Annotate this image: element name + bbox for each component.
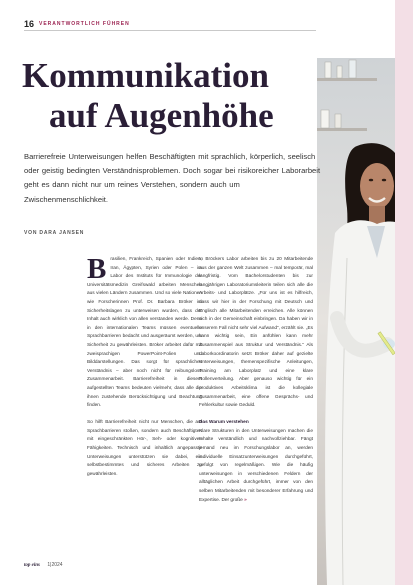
body-column-1 <box>87 253 202 488</box>
drop-cap: B <box>87 253 107 285</box>
header-rule <box>24 30 316 31</box>
page-number: 16 <box>24 19 35 29</box>
article-title <box>22 56 322 136</box>
lab-scientist-illustration <box>317 58 395 585</box>
paragraph-text: Klare Strukturen in den Unterweisungen machen die Inhalte verständlich und nachvollziehbar. Fängt jemand neu im Forschungslabor an, werden individuelle Einsatzunterweisungen durchgeführt, gefolgt von regelmäßigen. Wie die häufig unterweisungen in verschiedenen Feldern der alltäglichen Arbeit durchgeführt, immer von den selben Mitarbeitenden mit besonderer Erfahrung und Expertise. Der große <box>199 428 313 503</box>
section-label: VERANTWORTLICH FÜHREN <box>39 21 130 27</box>
page-footer <box>24 562 63 568</box>
lab-photo <box>317 58 395 585</box>
body-paragraph: So hilft Barrierefreiheit nicht nur Menschen, die auf Sprachbarrieren stoßen, sondern auch Beschäftigten mit eingeschränkten Hör-, Seh- oder kognitiven Fähigkeiten. Technisch und inhaltlich angepasste Unterweisungen unterstützen sie dabei, ein selbstbestimmtes und sicheres Arbeiten zu gewährleisten. <box>87 420 202 477</box>
article-lead: Barrierefreie Unterweisungen helfen Beschäftigten mit sprachlich, körperlich, seelisch oder geistig bedingten Verständnisproblemen. Doch sogar bei risikoreicher Laborarbeit geht es dann nicht nur um reines Verstehen, sondern auch um Zwischenmenschlichkeit. <box>24 152 321 204</box>
running-header <box>24 19 130 29</box>
paragraph-text: rasilien, Frankreich, Spanien oder Indien, Iran, Ägypten, Syrien oder Polen – im Labor des Instituts für Immunologie der Universitätsmedizin Greifswald arbeiten Menschen aus vielen Ländern zusammen. Und so viele Nationen wie Forscherinnen Prof. Dr. Barbara Bröker im Sicherheitslagen zu unterweisen wurden, dass der Inhalt auch wirklich von allen verstanden werde. Denn in den internationalen Teams müssen eventuelle Sprachbarrieren bedacht und ausgeräumt werden, um Sicherheit zu gewährleisten. Bröker arbeitet dafür mit zweisprachigen PowerPoint-Folien und Bilddarstellungen. Das sorgt für sprachliches Verständnis – aber noch nicht für reibungslose Zusammenarbeit. Barrierefreiheit in diesem aufgestellten Teams bedeuten vielmehr, dass alle die ihnen zustehende Berücksichtigung und Beachtung finden. <box>87 257 202 409</box>
body-paragraph <box>199 428 313 505</box>
body-paragraph: In Bröckers Labor arbeiten bis zu 20 Mitarbeitende aus der ganzen Welt zusammen – mal temporär, mal langfristig. Vom Bachelorstudenten bis zur langjährigen Laboratoriumsleiterin teilen sich alle die Arbeits- und Laborplätze. „Für uns ist es hilfreich, dass wir hier in der Forschung mit Deutsch und Englisch alle Mitarbeitenden erreichen. Alle können sich in der Gemeinschaft einbringen. Da haben wir in unserem Fall nicht sehr viel Aufwand“, erzählt sie. „Es kann wichtig sein, Ein anfühlen kann mehr Zusammenspiel aus Struktur und Verständnis.“ Als Laborkoordinatorin setzt Bröker daher auf gezielte Unterweisungen, themenspezifische Anleitungen, Training am Laborplatz und eine klare Rollenverteilung. Aber genauso wichtig für ein produktives Arbeitsklima ist die kollegiale Zusammenarbeit, eine offene Gesprächs- und Fehlerkultur sowie Geduld. <box>199 257 313 409</box>
page-edge-strip <box>395 0 413 585</box>
title-line-2: auf Augenhöhe <box>49 96 274 135</box>
issue-number: 1|2024 <box>47 562 63 568</box>
magazine-brand: top eins <box>24 563 40 568</box>
title-line-1: Kommunikation <box>22 56 269 95</box>
continue-arrow-icon: » <box>244 497 247 503</box>
author-byline: VON DARA JANSEN <box>24 230 85 236</box>
body-column-2 <box>199 256 313 514</box>
section-subhead: Das Warum verstehen <box>199 420 249 426</box>
body-paragraph <box>87 253 202 411</box>
